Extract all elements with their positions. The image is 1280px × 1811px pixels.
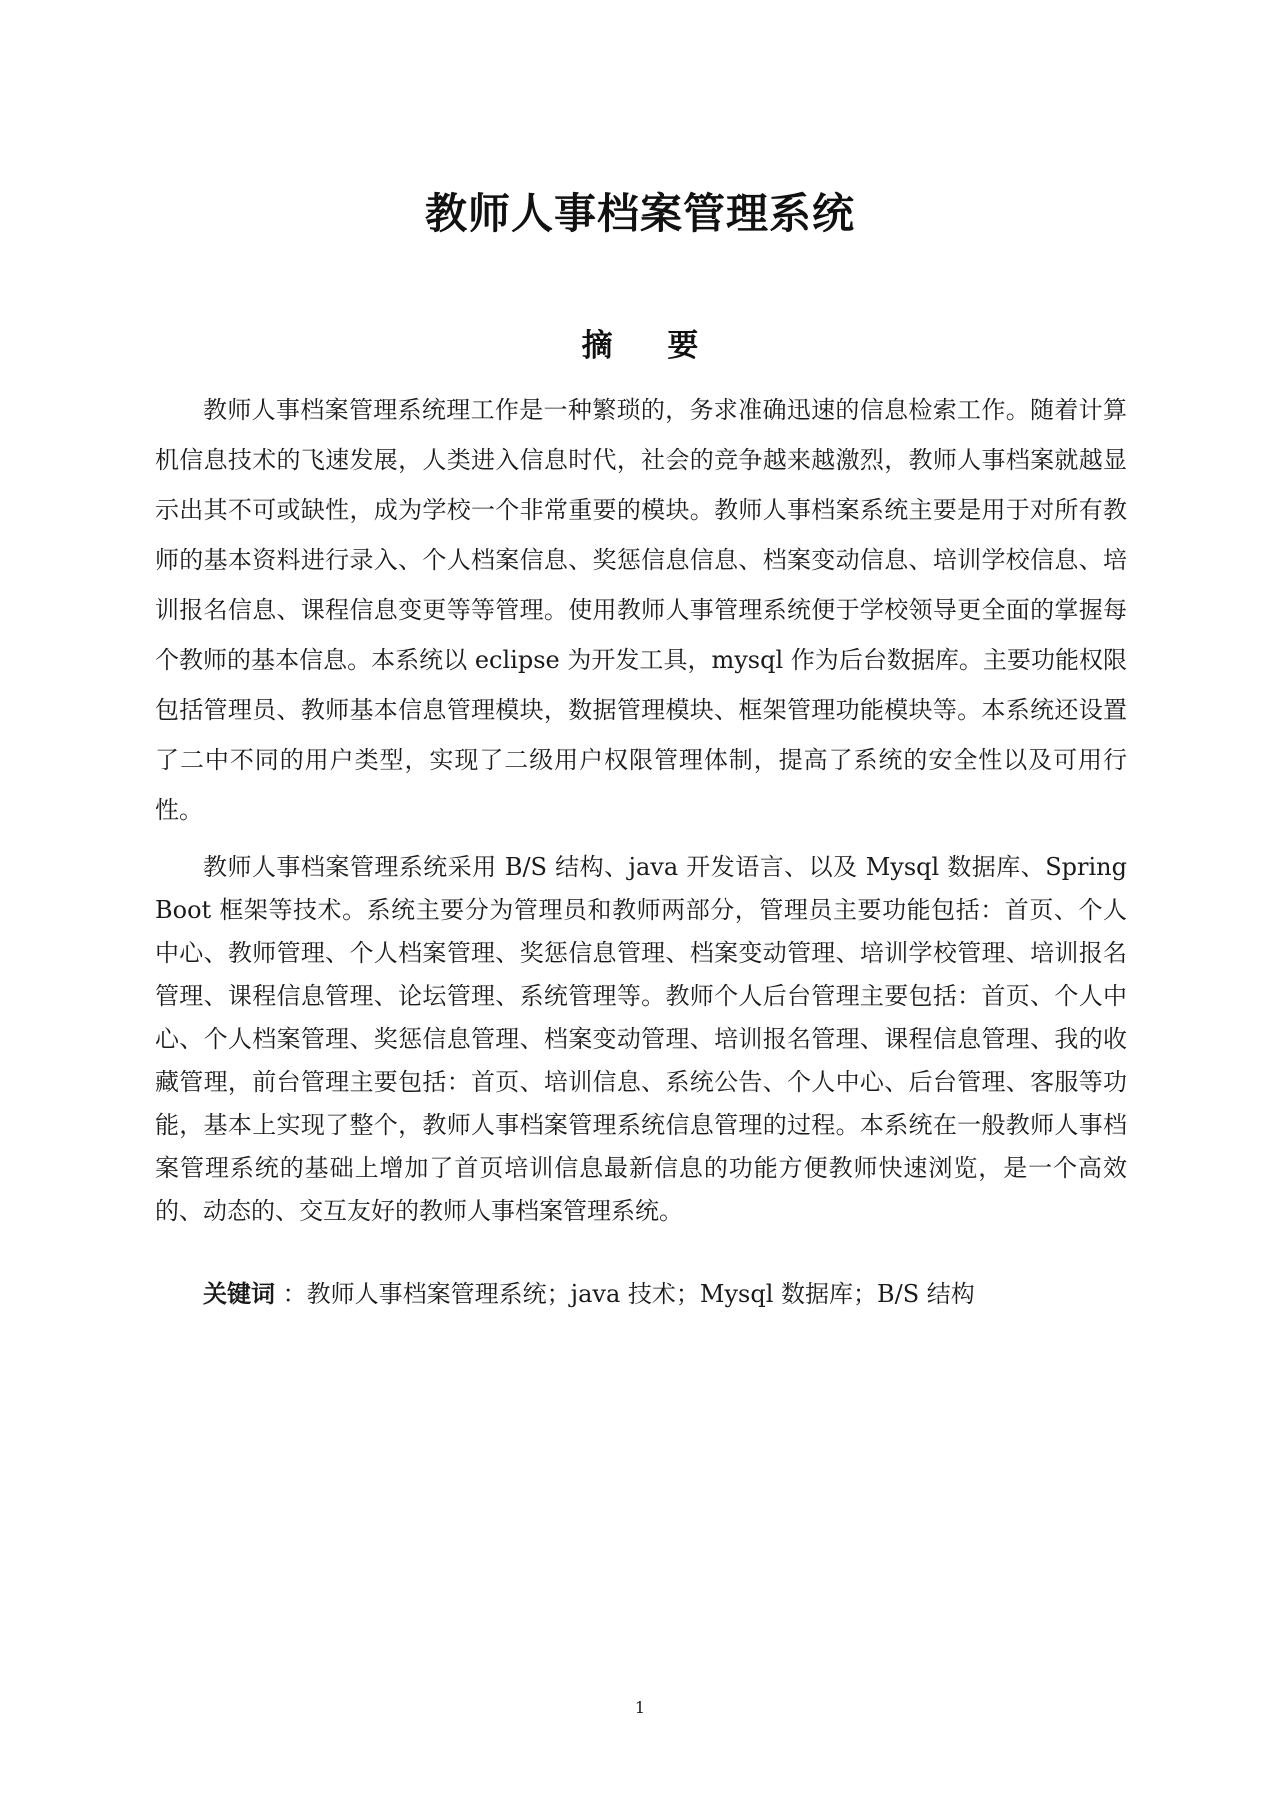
document-title: 教师人事档案管理系统 [424,189,855,238]
page-number: 1 [634,1698,646,1717]
keywords-label: 关键词 [203,1280,275,1308]
keywords-separator: ： [275,1280,307,1308]
keywords-line [203,1274,975,1314]
keywords-text: 教师人事档案管理系统；java 技术；Mysql 数据库；B/S 结构 [306,1280,975,1308]
abstract-paragraph-2: 教师人事档案管理系统采用 B/S 结构、java 开发语言、以及 Mysql 数据库、Spring Boot 框架等技术。系统主要分为管理员和教师两部分，管理员主要功能包括：首页、个人中心、教师管理、个人档案管理、奖惩信息管理、档案变动管理、培训学校管理、培训报名管理、课程信息管理、论坛管理、系统管理等。教师个人后台管理主要包括：首页、个人中心、个人档案管理、奖惩信息管理、档案变动管理、培训报名管理、课程信息管理、我的收藏管理，前台管理主要包括：首页、培训信息、系统公告、个人中心、后台管理、客服等功能，基本上实现了整个，教师人事档案管理系统信息管理的过程。本系统在一般教师人事档案管理系统的基础上增加了首页培训信息最新信息的功能方便教师快速浏览，是一个高效的、动态的、交互友好的教师人事档案管理系统。 [155,853,1127,1225]
abstract-paragraph-1: 教师人事档案管理系统理工作是一种繁琐的，务求准确迅速的信息检索工作。随着计算机信息技术的飞速发展，人类进入信息时代，社会的竞争越来越激烈，教师人事档案就越显示出其不可或缺性，成为学校一个非常重要的模块。教师人事档案系统主要是用于对所有教师的基本资料进行录入、个人档案信息、奖惩信息信息、档案变动信息、培训学校信息、培训报名信息、课程信息变更等等管理。使用教师人事管理系统便于学校领导更全面的掌握每个教师的基本信息。本系统以 eclipse 为开发工具，mysql 作为后台数据库。主要功能权限包括管理员、教师基本信息管理模块，数据管理模块、框架管理功能模块等。本系统还设置了二中不同的用户类型，实现了二级用户权限管理体制，提高了系统的安全性以及可用行性。 [155,396,1127,824]
abstract-heading: 摘 要 [581,328,721,364]
